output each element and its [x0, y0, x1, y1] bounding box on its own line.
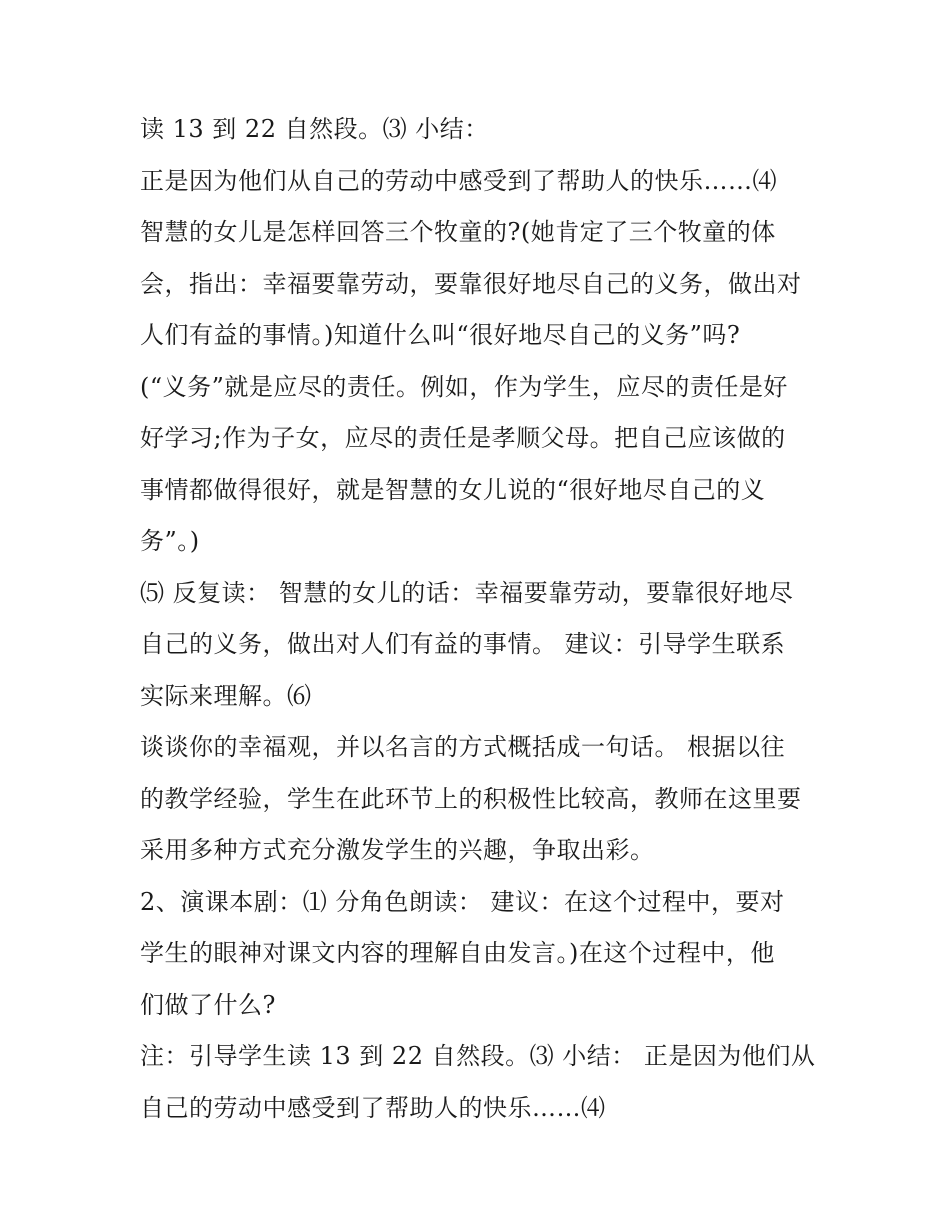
text-line: 采用多种方式充分激发学生的兴趣，争取出彩。 [140, 836, 655, 864]
document-body [140, 104, 830, 1134]
text-line: 人们有益的事情。)知道什么叫“很好地尽自己的义务”吗? [140, 321, 741, 349]
text-line: (“义务”就是应尽的责任。例如，作为学生，应尽的责任是好 [140, 372, 788, 401]
text-line: ⑸ 反复读： 智慧的女儿的话：幸福要靠劳动，要靠很好地尽 [140, 578, 794, 607]
text-line: 务”。) [140, 527, 200, 555]
text-line: 读 13 到 22 自然段。⑶ 小结： [140, 115, 489, 143]
text-line: 智慧的女儿是怎样回答三个牧童的?(她肯定了三个牧童的体 [140, 218, 776, 246]
text-line: 会，指出：幸福要靠劳动，要靠很好地尽自己的义务，做出对 [140, 269, 802, 298]
text-line: 好学习;作为子女，应尽的责任是孝顺父母。把自己应该做的 [140, 424, 786, 452]
text-line: 正是因为他们从自己的劳动中感受到了帮助人的快乐……⑷ [140, 166, 777, 195]
text-line: 实际来理解。⑹ [140, 681, 312, 710]
text-line: 的教学经验，学生在此环节上的积极性比较高，教师在这里要 [140, 784, 802, 813]
text-line: 谈谈你的幸福观，并以名言的方式概括成一句话。 根据以往 [140, 733, 786, 761]
text-line: 学生的眼神对课文内容的理解自由发言。)在这个过程中，他 [140, 939, 775, 967]
text-line: 2、演课本剧：⑴ 分角色朗读： 建议：在这个过程中，要对 [140, 887, 785, 916]
text-line: 自己的义务，做出对人们有益的事情。 建议：引导学生联系 [140, 630, 786, 658]
text-line: 自己的劳动中感受到了帮助人的快乐……⑷ [140, 1093, 606, 1122]
text-line: 注：引导学生读 13 到 22 自然段。⑶ 小结： 正是因为他们从 [140, 1042, 816, 1070]
text-line: 事情都做得很好，就是智慧的女儿说的“很好地尽自己的义 [140, 475, 766, 504]
text-line: 们做了什么? [140, 990, 276, 1019]
